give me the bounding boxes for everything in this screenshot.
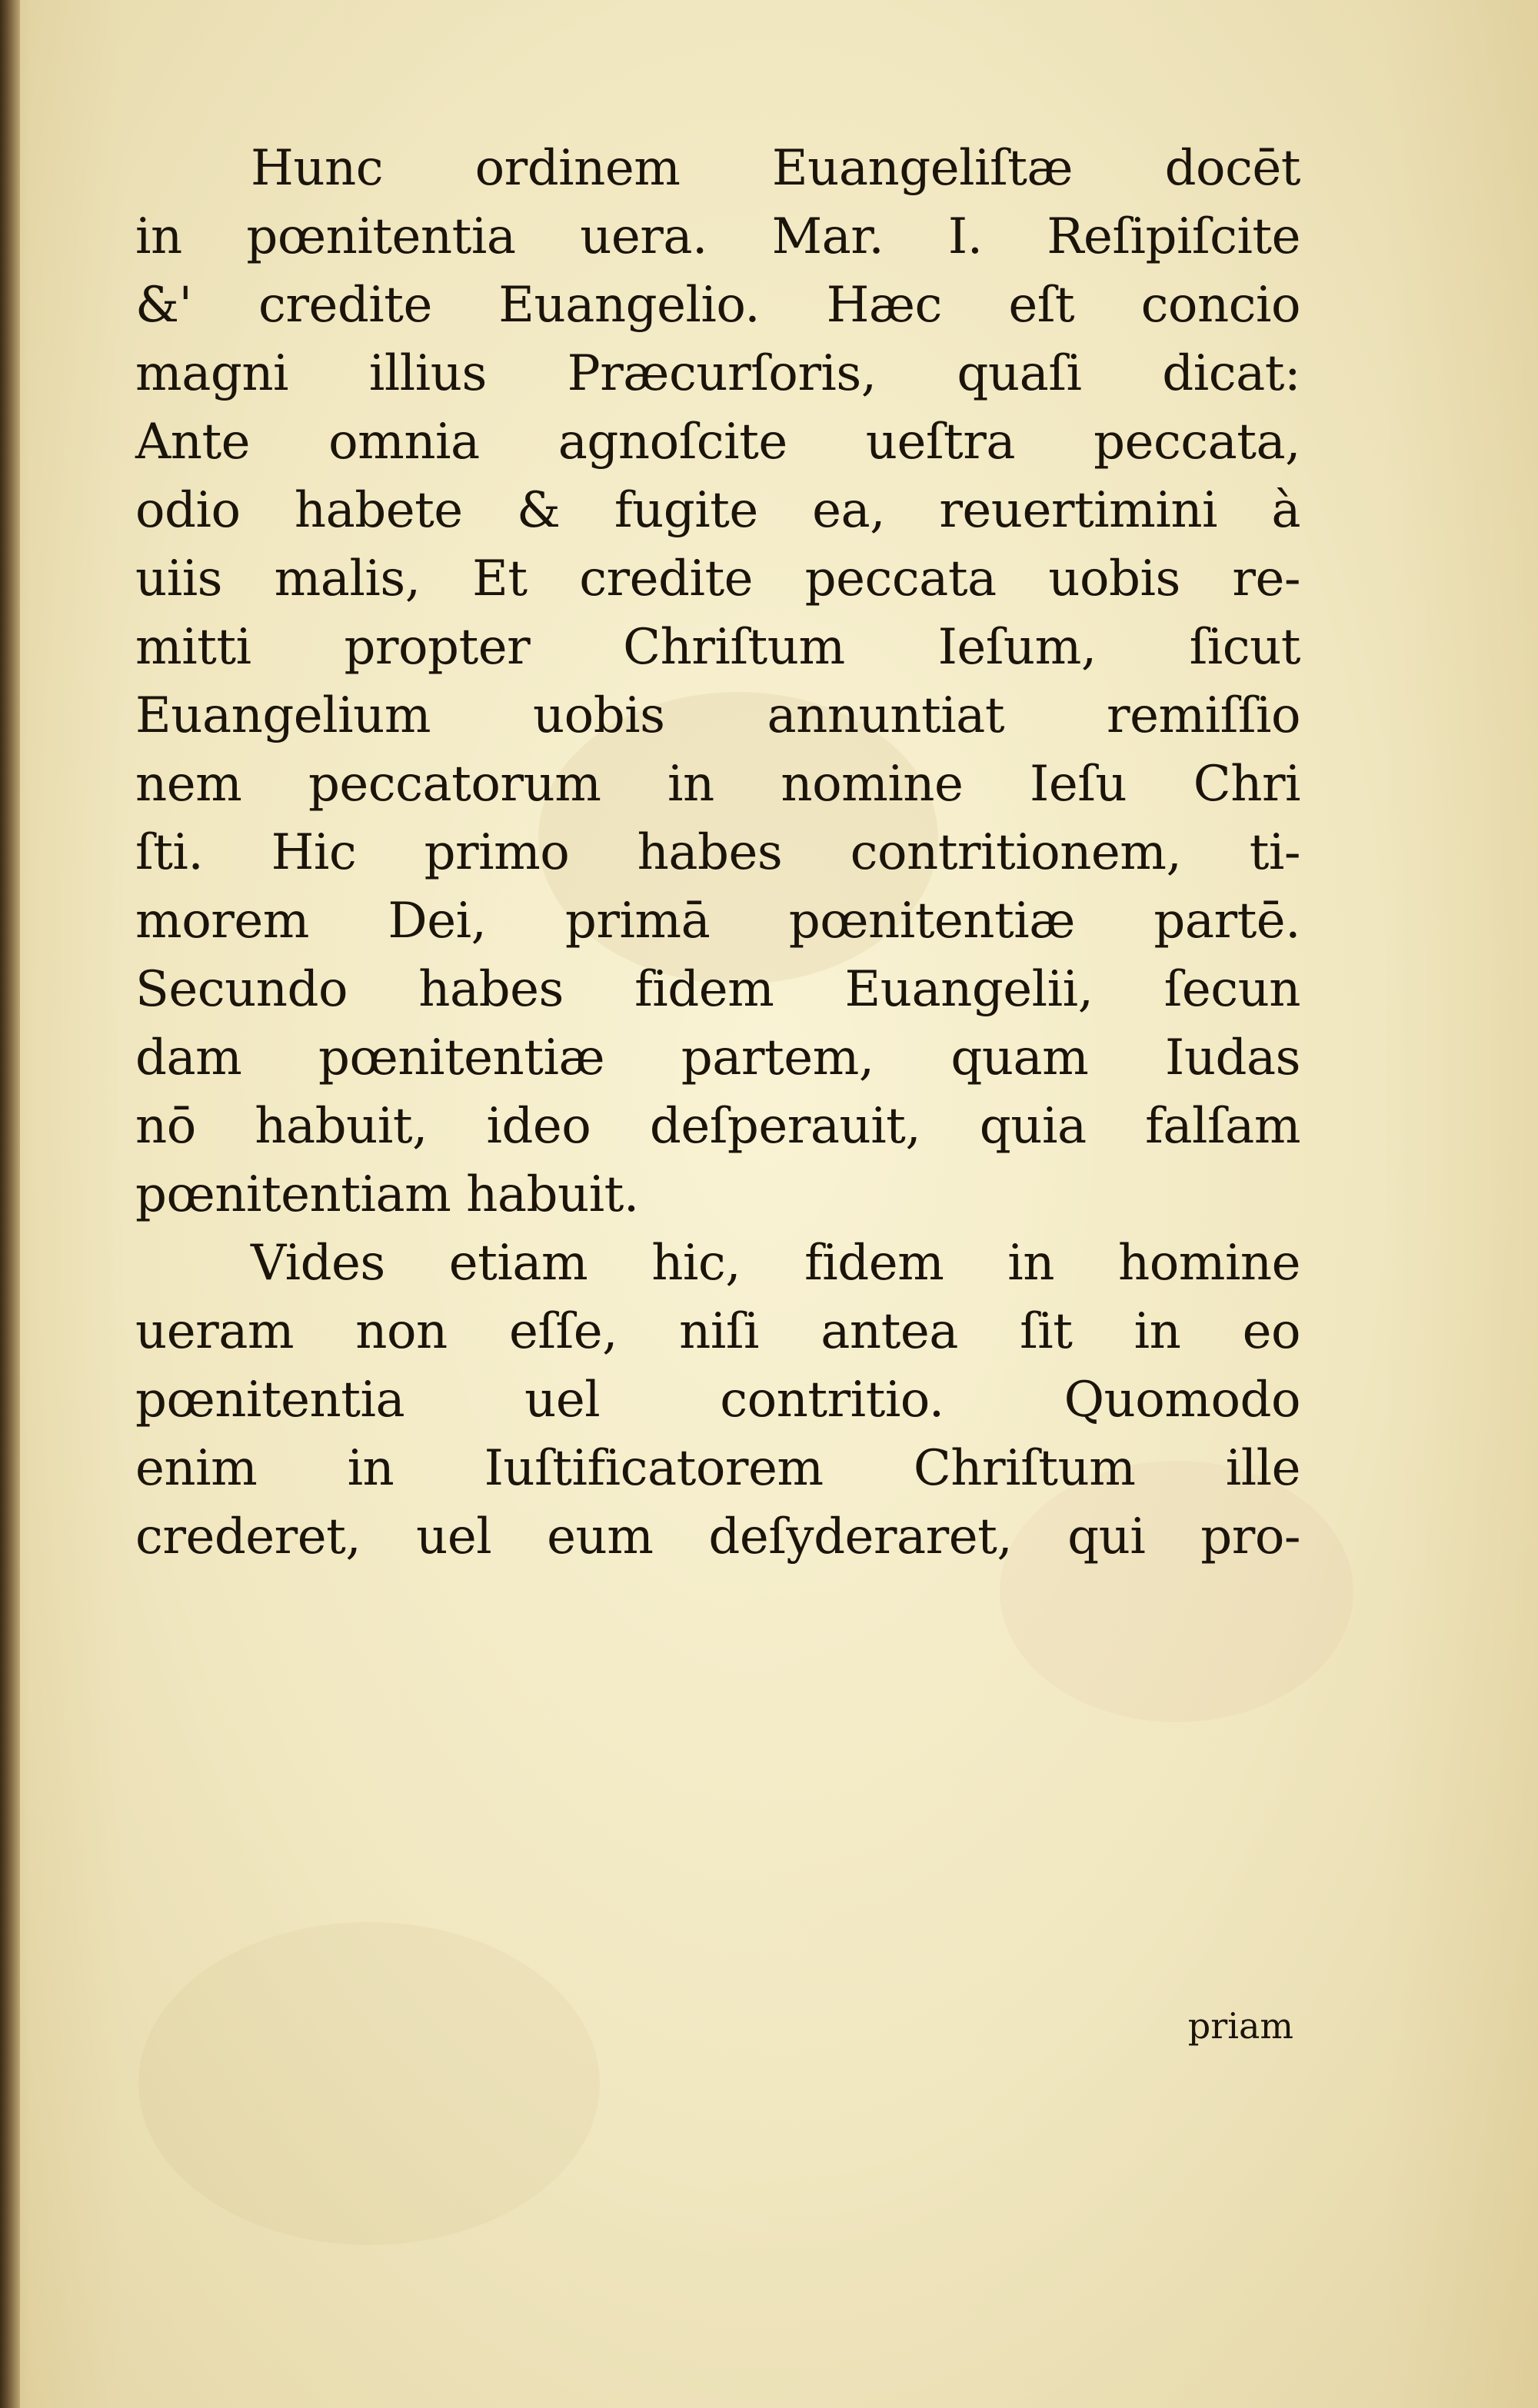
- text-line: Secundo habes fidem Euangelii, ſecun: [135, 961, 1300, 1018]
- text-line: pœnitentiam habuit.: [135, 1166, 639, 1223]
- text-line: pœnitentia uel contritio. Quomodo: [135, 1372, 1300, 1429]
- text-line: &' credite Euangelio. Hæc eſt concio: [135, 277, 1300, 334]
- text-line: Vides etiam hic, fidem in homine: [251, 1235, 1300, 1292]
- paragraph-2: [135, 1229, 1300, 1572]
- text-line: Ante omnia agnoſcite ueſtra peccata,: [135, 414, 1300, 471]
- text-line: in pœnitentia uera. Mar. I. Reſipiſcite: [135, 208, 1300, 265]
- paragraph-1: [135, 135, 1300, 1229]
- book-binding-edge: [0, 0, 20, 2408]
- text-line: crederet, uel eum deſyderaret, qui pro-: [135, 1508, 1300, 1565]
- text-line: nō habuit, ideo deſperauit, quia falſam: [135, 1098, 1300, 1155]
- text-line: magni illius Præcurſoris, quaſi dicat:: [135, 345, 1300, 402]
- body-text: [135, 135, 1300, 1572]
- text-line: ſti. Hic primo habes contritionem, ti-: [135, 824, 1300, 881]
- text-line: ueram non eſſe, niſi antea ſit in eo: [135, 1303, 1300, 1360]
- paper-stain: [138, 1922, 600, 2245]
- text-line: uiis malis, Et credite peccata uobis re-: [135, 550, 1300, 607]
- text-line: nem peccatorum in nomine Ieſu Chri: [135, 756, 1300, 813]
- text-line: morem Dei, primā pœnitentiæ partē.: [135, 893, 1300, 950]
- text-line: dam pœnitentiæ partem, quam Iudas: [135, 1029, 1300, 1086]
- text-line: enim in Iuſtificatorem Chriſtum ille: [135, 1440, 1300, 1497]
- text-line: odio habete & fugite ea, reuertimini à: [135, 482, 1300, 539]
- text-line: Hunc ordinem Euangeliſtæ docēt: [251, 140, 1300, 197]
- catchword: priam: [1187, 2005, 1293, 2047]
- text-line: mitti propter Chriſtum Ieſum, ſicut: [135, 619, 1300, 676]
- text-line: Euangelium uobis annuntiat remiſſio: [135, 687, 1300, 744]
